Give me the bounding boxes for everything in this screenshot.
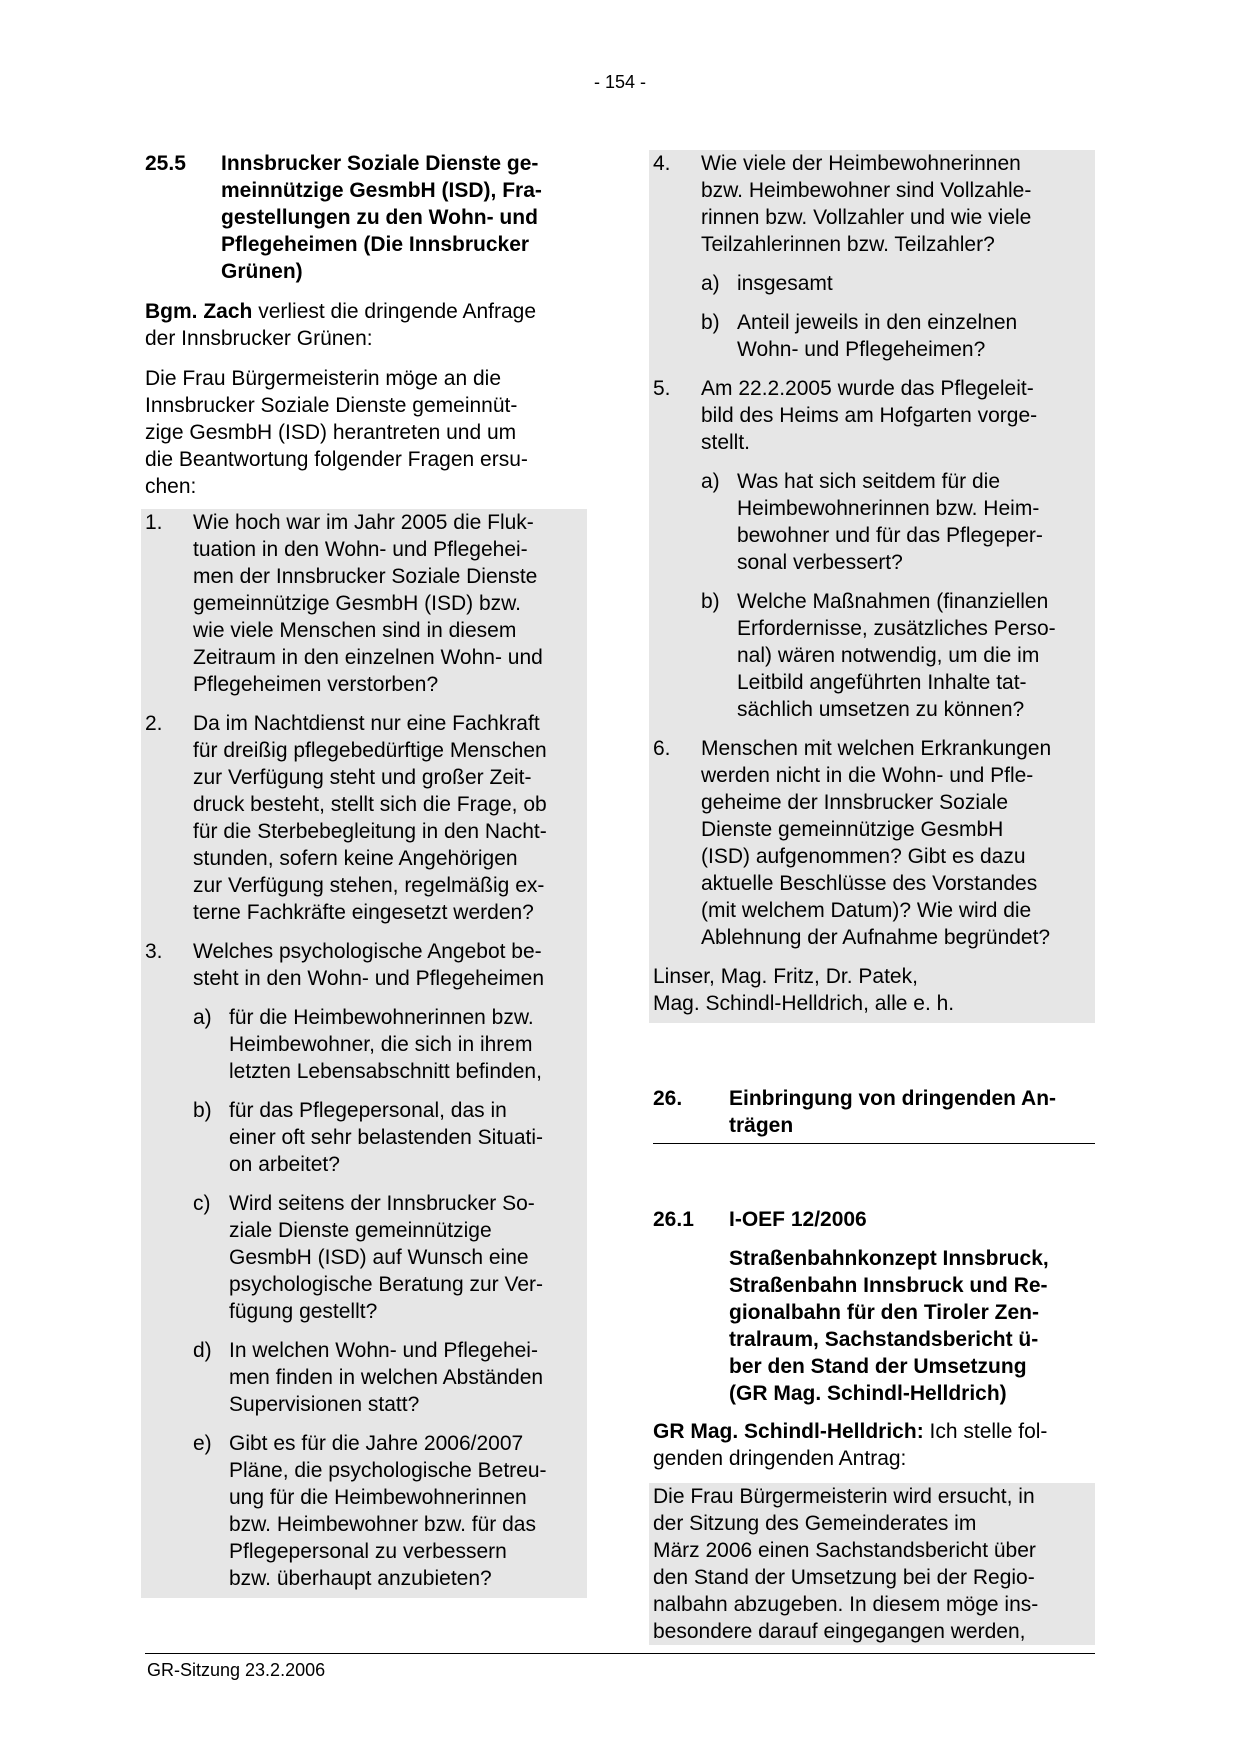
text-line: den Stand der Umsetzung bei der Regio-: [653, 1566, 1035, 1589]
text-line: bzw. überhaupt anzubieten?: [229, 1567, 492, 1590]
sub-question: [193, 1337, 587, 1418]
text-line: GesmbH (ISD) auf Wunsch eine: [229, 1246, 529, 1269]
text-line: Linser, Mag. Fritz, Dr. Patek,: [653, 965, 918, 988]
sub-text: [229, 1004, 587, 1085]
page-number: - 154 -: [593, 72, 647, 92]
question-text: [701, 735, 1095, 951]
sub-label: b): [193, 1099, 212, 1122]
text-line: der Innsbrucker Grünen:: [145, 327, 373, 350]
right-column: [653, 150, 1095, 1645]
sub-text: [737, 309, 1095, 363]
text-line: Heimbewohner, die sich in ihrem: [229, 1033, 533, 1056]
section-title: [729, 1085, 1095, 1139]
text-line: Menschen mit welchen Erkrankungen: [701, 737, 1052, 760]
section-heading-26-1: [653, 1206, 1095, 1407]
title-line: Straßenbahnkonzept Innsbruck,: [729, 1247, 1049, 1270]
text-line: zur Verfügung stehen, regelmäßig ex-: [193, 874, 545, 897]
text-line: die Beantwortung folgender Fragen ersu-: [145, 448, 528, 471]
text-line: on arbeitet?: [229, 1153, 340, 1176]
text-line: bzw. Heimbewohner sind Vollzahle-: [701, 179, 1032, 202]
sub-text: [737, 270, 1095, 297]
question-number: 6.: [653, 737, 671, 760]
footer-text: GR-Sitzung 23.2.2006: [147, 1660, 326, 1680]
text-line: Die Frau Bürgermeisterin möge an die: [145, 367, 501, 390]
text-line: In welchen Wohn- und Pflegehei-: [229, 1339, 538, 1362]
text-line: rinnen bzw. Vollzahler und wie viele: [701, 206, 1032, 229]
text-line: (mit welchem Datum)? Wie wird die: [701, 899, 1032, 922]
title-line: meinnützige GesmbH (ISD), Fra-: [221, 179, 542, 202]
text-line: ung für die Heimbewohnerinnen: [229, 1486, 527, 1509]
title-line: (GR Mag. Schindl-Helldrich): [729, 1382, 1007, 1405]
text-line: Supervisionen statt?: [229, 1393, 420, 1416]
text-line: Was hat sich seitdem für die: [737, 470, 1000, 493]
sub-question: [701, 309, 1095, 363]
text-line: März 2006 einen Sachstandsbericht über: [653, 1539, 1036, 1562]
title-line: tralraum, Sachstandsbericht ü-: [729, 1328, 1039, 1351]
title-line: Straßenbahn Innsbruck und Re-: [729, 1274, 1048, 1297]
signatures: [653, 963, 1095, 1017]
question-text: [701, 375, 1095, 456]
sub-question: [701, 588, 1095, 723]
text-line: tuation in den Wohn- und Pflegehei-: [193, 538, 528, 561]
question-item: [653, 735, 1095, 951]
sub-question: [193, 1430, 587, 1592]
text-line: fügung gestellt?: [229, 1300, 378, 1323]
section-heading-26: [653, 1085, 1095, 1144]
section-number: 26.1: [653, 1208, 694, 1231]
text-line: Teilzahlerinnen bzw. Teilzahler?: [701, 233, 995, 256]
text-line: für dreißig pflegebedürftige Menschen: [193, 739, 547, 762]
sub-text: [229, 1190, 587, 1325]
text-line: bewohner und für das Pflegeper-: [737, 524, 1043, 547]
title-line: Innsbrucker Soziale Dienste ge-: [221, 152, 539, 175]
sub-text: [229, 1430, 587, 1592]
sub-question: [193, 1004, 587, 1085]
question-text: [701, 150, 1095, 258]
text-line: sächlich umsetzen zu können?: [737, 698, 1025, 721]
title-line: gionalbahn für den Tiroler Zen-: [729, 1301, 1039, 1324]
intro-paragraph: [145, 298, 587, 352]
text-line: chen:: [145, 475, 197, 498]
text-line: für die Heimbewohnerinnen bzw.: [229, 1006, 534, 1029]
title-line: Grünen): [221, 260, 303, 283]
sub-label: b): [701, 590, 720, 613]
title-line: Pflegeheimen (Die Innsbrucker: [221, 233, 530, 256]
text-line: letzten Lebensabschnitt befinden,: [229, 1060, 542, 1083]
sub-text: [737, 468, 1095, 576]
motion-block: [649, 1483, 1095, 1645]
sub-text: [737, 588, 1095, 723]
text-line: stunden, sofern keine Angehörigen: [193, 847, 518, 870]
text-line: Pläne, die psychologische Betreu-: [229, 1459, 547, 1482]
title-line: gestellungen zu den Wohn- und: [221, 206, 538, 229]
sub-text: [229, 1097, 587, 1178]
text-line: nal) wären notwendig, um die im: [737, 644, 1040, 667]
intro-rest: verliest die dringende Anfrage: [252, 300, 537, 323]
text-line: wie viele Menschen sind in diesem: [193, 619, 517, 642]
intro-rest: Ich stelle fol-: [923, 1420, 1048, 1443]
text-line: steht in den Wohn- und Pflegeheimen: [193, 967, 545, 990]
question-number: 1.: [145, 511, 163, 534]
sub-label: e): [193, 1432, 212, 1455]
text-line: Ablehnung der Aufnahme begründet?: [701, 926, 1051, 949]
motion-intro-paragraph: [653, 1418, 1095, 1472]
sub-label: a): [701, 470, 720, 493]
text-line: Anteil jeweils in den einzelnen: [737, 311, 1018, 334]
sub-question: [193, 1190, 587, 1325]
question-number: 4.: [653, 152, 671, 175]
text-line: Zeitraum in den einzelnen Wohn- und: [193, 646, 543, 669]
text-line: Pflegepersonal zu verbessern: [229, 1540, 507, 1563]
sub-label: a): [193, 1006, 212, 1029]
text-line: für das Pflegepersonal, das in: [229, 1099, 507, 1122]
question-text: [193, 938, 587, 992]
sub-question: [193, 1097, 587, 1178]
text-line: Am 22.2.2005 wurde das Pflegeleit-: [701, 377, 1034, 400]
text-line: stellt.: [701, 431, 751, 454]
text-line: besondere darauf eingegangen werden,: [653, 1620, 1026, 1643]
sub-label: c): [193, 1192, 211, 1215]
text-line: sonal verbessert?: [737, 551, 903, 574]
text-line: Innsbrucker Soziale Dienste gemeinnüt-: [145, 394, 518, 417]
question-text: [193, 509, 587, 698]
text-line: Welche Maßnahmen (finanziellen: [737, 590, 1049, 613]
text-line: für die Sterbebegleitung in den Nacht-: [193, 820, 547, 843]
text-line: [145, 298, 587, 325]
text-line: der Sitzung des Gemeinderates im: [653, 1512, 977, 1535]
text-line: Leitbild angeführten Inhalte tat-: [737, 671, 1027, 694]
text-line: Welches psychologische Angebot be-: [193, 940, 542, 963]
text-line: Heimbewohnerinnen bzw. Heim-: [737, 497, 1040, 520]
text-line: zige GesmbH (ISD) herantreten und um: [145, 421, 517, 444]
sub-question: [701, 270, 1095, 297]
question-item: [145, 938, 587, 992]
text-line: Mag. Schindl-Helldrich, alle e. h.: [653, 992, 955, 1015]
title-line: I-OEF 12/2006: [729, 1208, 867, 1231]
section-title: [729, 1206, 1095, 1407]
text-line: psychologische Beratung zur Ver-: [229, 1273, 544, 1296]
text-line: Erfordernisse, zusätzliches Perso-: [737, 617, 1056, 640]
text-line: Wie viele der Heimbewohnerinnen: [701, 152, 1021, 175]
text-line: druck besteht, stellt sich die Frage, ob: [193, 793, 547, 816]
text-line: (ISD) aufgenommen? Gibt es dazu: [701, 845, 1026, 868]
text-line: bild des Heims am Hofgarten vorge-: [701, 404, 1038, 427]
text-line: [653, 1418, 1095, 1445]
text-line: Gibt es für die Jahre 2006/2007: [229, 1432, 524, 1455]
text-line: Da im Nachtdienst nur eine Fachkraft: [193, 712, 540, 735]
left-column: [145, 150, 587, 1598]
title-line: trägen: [729, 1114, 794, 1137]
text-line: Dienste gemeinnützige GesmbH: [701, 818, 1004, 841]
section-number: 25.5: [145, 152, 186, 175]
text-line: aktuelle Beschlüsse des Vorstandes: [701, 872, 1038, 895]
section-number: 26.: [653, 1087, 683, 1110]
text-line: Pflegeheimen verstorben?: [193, 673, 439, 696]
sub-question: [701, 468, 1095, 576]
questions-block: [141, 509, 587, 1598]
questions-continued-block: [649, 150, 1095, 1023]
text-line: men der Innsbrucker Soziale Dienste: [193, 565, 538, 588]
question-text: [193, 710, 587, 926]
question-item: [145, 509, 587, 698]
sub-label: b): [701, 311, 720, 334]
request-paragraph: [145, 365, 587, 500]
title-line: Einbringung von dringenden An-: [729, 1087, 1057, 1110]
text-line: zur Verfügung steht und großer Zeit-: [193, 766, 532, 789]
text-line: Wohn- und Pflegeheimen?: [737, 338, 986, 361]
text-line: terne Fachkräfte eingesetzt werden?: [193, 901, 534, 924]
text-line: Wie hoch war im Jahr 2005 die Fluk-: [193, 511, 534, 534]
text-line: geheime der Innsbrucker Soziale: [701, 791, 1009, 814]
speaker-name: Bgm. Zach: [145, 300, 253, 323]
question-number: 5.: [653, 377, 671, 400]
sub-label: a): [701, 272, 720, 295]
text-line: werden nicht in die Wohn- und Pfle-: [701, 764, 1034, 787]
question-item: [653, 375, 1095, 456]
footer-divider: [145, 1653, 1095, 1654]
text-line: bzw. Heimbewohner bzw. für das: [229, 1513, 536, 1536]
question-item: [653, 150, 1095, 258]
section-heading-25-5: [145, 150, 587, 285]
question-item: [145, 710, 587, 926]
text-line: insgesamt: [737, 272, 833, 295]
title-line: ber den Stand der Umsetzung: [729, 1355, 1027, 1378]
text-line: gemeinnützige GesmbH (ISD) bzw.: [193, 592, 521, 615]
question-number: 3.: [145, 940, 163, 963]
text-line: men finden in welchen Abständen: [229, 1366, 544, 1389]
sub-label: d): [193, 1339, 212, 1362]
text-line: ziale Dienste gemeinnützige: [229, 1219, 492, 1242]
section-title: [221, 150, 587, 285]
text-line: einer oft sehr belastenden Situati-: [229, 1126, 544, 1149]
question-number: 2.: [145, 712, 163, 735]
text-line: genden dringenden Antrag:: [653, 1447, 907, 1470]
text-line: nalbahn abzugeben. In diesem möge ins-: [653, 1593, 1039, 1616]
sub-text: [229, 1337, 587, 1418]
text-line: Die Frau Bürgermeisterin wird ersucht, in: [653, 1485, 1035, 1508]
speaker-name: GR Mag. Schindl-Helldrich:: [653, 1420, 924, 1443]
text-line: Wird seitens der Innsbrucker So-: [229, 1192, 535, 1215]
